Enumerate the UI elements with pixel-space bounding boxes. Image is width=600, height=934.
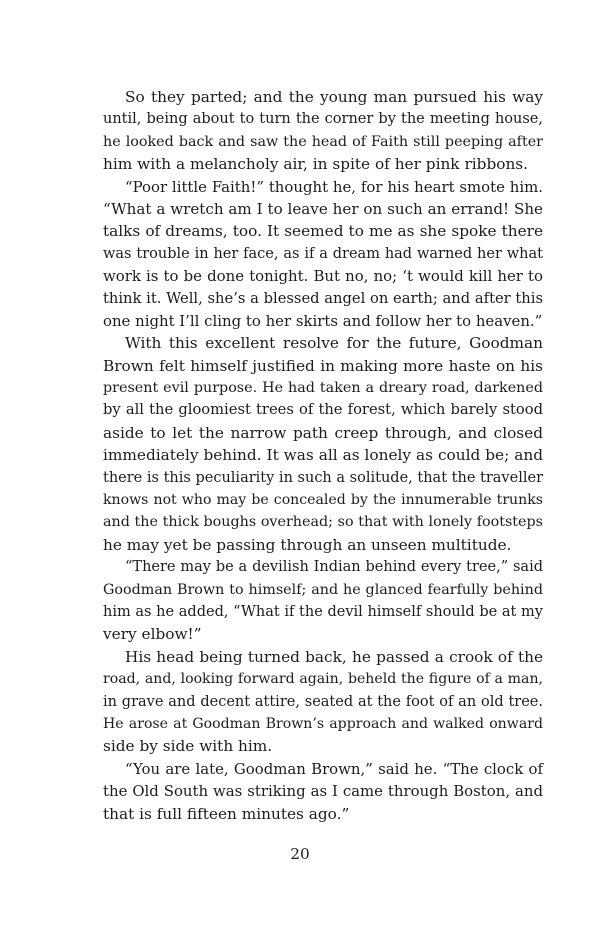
text-line: in grave and decent attire, seated at the foot of an old tree. <box>103 693 543 710</box>
text-line: So they parted; and the young man pursued his way <box>125 88 543 106</box>
text-line: “Poor little Faith!” thought he, for his heart smote him. <box>125 177 543 196</box>
paragraph <box>103 86 543 176</box>
text-line: knows not who may be concealed by the innumerable trunks <box>103 492 543 509</box>
text-line: that is full fifteen minutes ago.” <box>103 804 350 823</box>
paragraph <box>103 332 543 556</box>
text-line: Goodman Brown to himself; and he glanced fearfully behind <box>103 581 543 598</box>
paragraph <box>103 758 543 825</box>
text-line: “You are late, Goodman Brown,” said he. “The clock of <box>125 759 543 778</box>
text-line: very elbow!” <box>103 625 202 644</box>
text-line: “There may be a devilish Indian behind every tree,” said <box>125 559 543 576</box>
text-line: him with a melancholy air, in spite of her pink ribbons. <box>103 155 529 174</box>
text-line: the Old South was striking as I came through Boston, and <box>103 782 543 801</box>
text-line: by all the gloomiest trees of the forest, which barely stood <box>103 401 543 419</box>
text-line: there is this peculiarity in such a solitude, that the traveller <box>103 469 543 486</box>
text-line: With this excellent resolve for the future, Goodman <box>125 334 543 353</box>
text-line: side by side with him. <box>103 737 273 756</box>
text-line: one night I’ll cling to her skirts and follow her to heaven.” <box>103 311 543 330</box>
text-line: until, being about to turn the corner by the meeting house, <box>103 111 543 128</box>
text-line: Brown felt himself justified in making more haste on his <box>103 356 543 375</box>
body-text <box>103 86 543 825</box>
text-line: present evil purpose. He had taken a dreary road, darkened <box>103 380 543 397</box>
paragraph <box>103 556 543 646</box>
text-line: He arose at Goodman Brown’s approach and walked onward <box>103 715 543 732</box>
text-line: immediately behind. It was all as lonely as could be; and <box>103 446 543 465</box>
text-line: road, and, looking forward again, beheld the figure of a man, <box>103 671 543 688</box>
text-line: “What a wretch am I to leave her on such an errand! She <box>103 199 543 218</box>
text-line: and the thick boughs overhead; so that with lonely footsteps <box>103 514 543 531</box>
text-line: him as he added, “What if the devil himself should be at my <box>103 603 543 620</box>
text-line: talks of dreams, too. It seemed to me as she spoke there <box>103 222 543 241</box>
text-line: His head being turned back, he passed a crook of the <box>125 647 543 666</box>
paragraph <box>103 176 543 333</box>
text-line: think it. Well, she’s a blessed angel on earth; and after this <box>103 289 543 307</box>
text-line: he may yet be passing through an unseen multitude. <box>103 535 512 554</box>
page-number: 20 <box>290 845 310 863</box>
text-line: was trouble in her face, as if a dream had warned her what <box>103 245 543 262</box>
text-line: aside to let the narrow path creep through, and closed <box>103 423 543 442</box>
paragraph <box>103 646 543 758</box>
text-line: work is to be done tonight. But no, no; ‘t would kill her to <box>103 267 543 286</box>
text-line: he looked back and saw the head of Faith still peeping after <box>103 133 543 150</box>
